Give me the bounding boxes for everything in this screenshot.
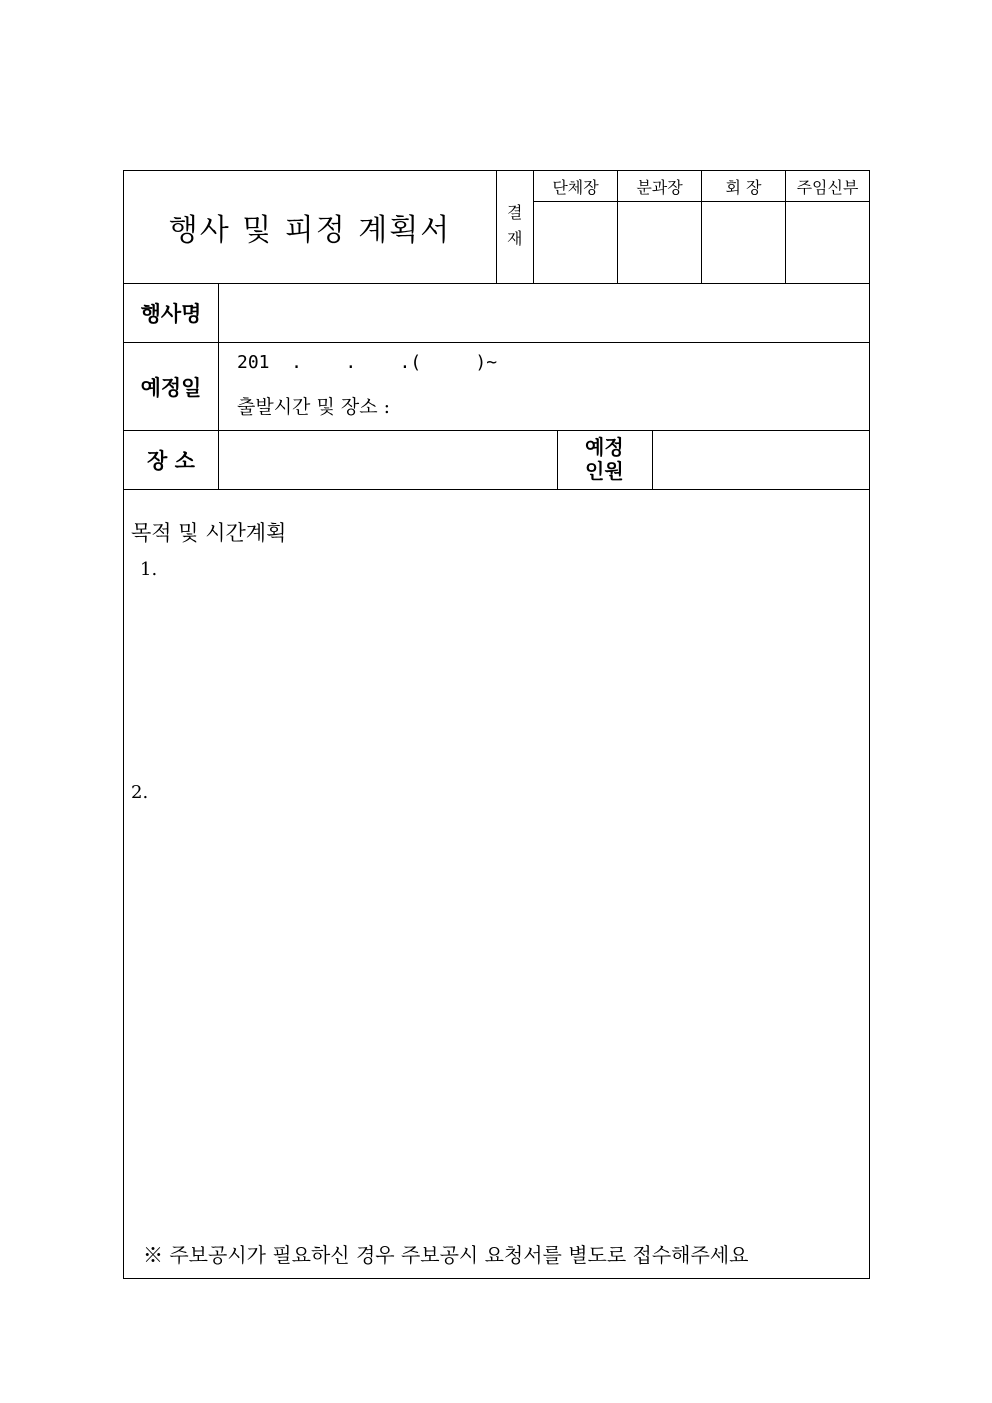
signature-box-president[interactable]	[702, 202, 785, 283]
approver-header-section-leader: 분과장	[636, 177, 683, 197]
approver-header-team-leader: 단체장	[552, 177, 599, 197]
attendees-field[interactable]	[653, 431, 869, 489]
signature-box-pastor[interactable]	[786, 202, 869, 283]
place-label: 장 소	[147, 448, 195, 473]
date-label: 예정일	[140, 374, 202, 400]
purpose-item-2: 2.	[131, 782, 149, 803]
purpose-heading: 목적 및 시간계획	[131, 521, 287, 545]
row-divider-1	[123, 342, 870, 343]
approval-label-top: 결	[507, 203, 523, 222]
place-divider	[557, 430, 558, 490]
approver-header-president: 회 장	[725, 177, 762, 197]
signature-box-team-leader[interactable]	[534, 202, 617, 283]
date-field[interactable]: 201 . . .( )~	[237, 352, 498, 373]
event-name-label: 행사명	[140, 301, 202, 326]
signature-box-section-leader[interactable]	[618, 202, 701, 283]
departure-field[interactable]: 출발시간 및 장소 :	[237, 396, 390, 418]
title-divider	[496, 170, 497, 284]
approver-header-pastor: 주임신부	[796, 177, 859, 197]
purpose-item-1: 1.	[140, 559, 158, 580]
attendees-label-line2: 인원	[585, 459, 624, 483]
approval-label-bottom: 재	[507, 229, 523, 248]
document-title: 행사 및 피정 계획서	[168, 213, 452, 248]
row-divider-3	[123, 489, 870, 490]
notice-text: ※ 주보공시가 필요하신 경우 주보공시 요청서를 별도로 접수해주세요	[143, 1243, 749, 1267]
place-field[interactable]	[219, 431, 557, 489]
event-name-field[interactable]	[219, 284, 869, 342]
attendees-label-line1: 예정	[585, 435, 624, 459]
